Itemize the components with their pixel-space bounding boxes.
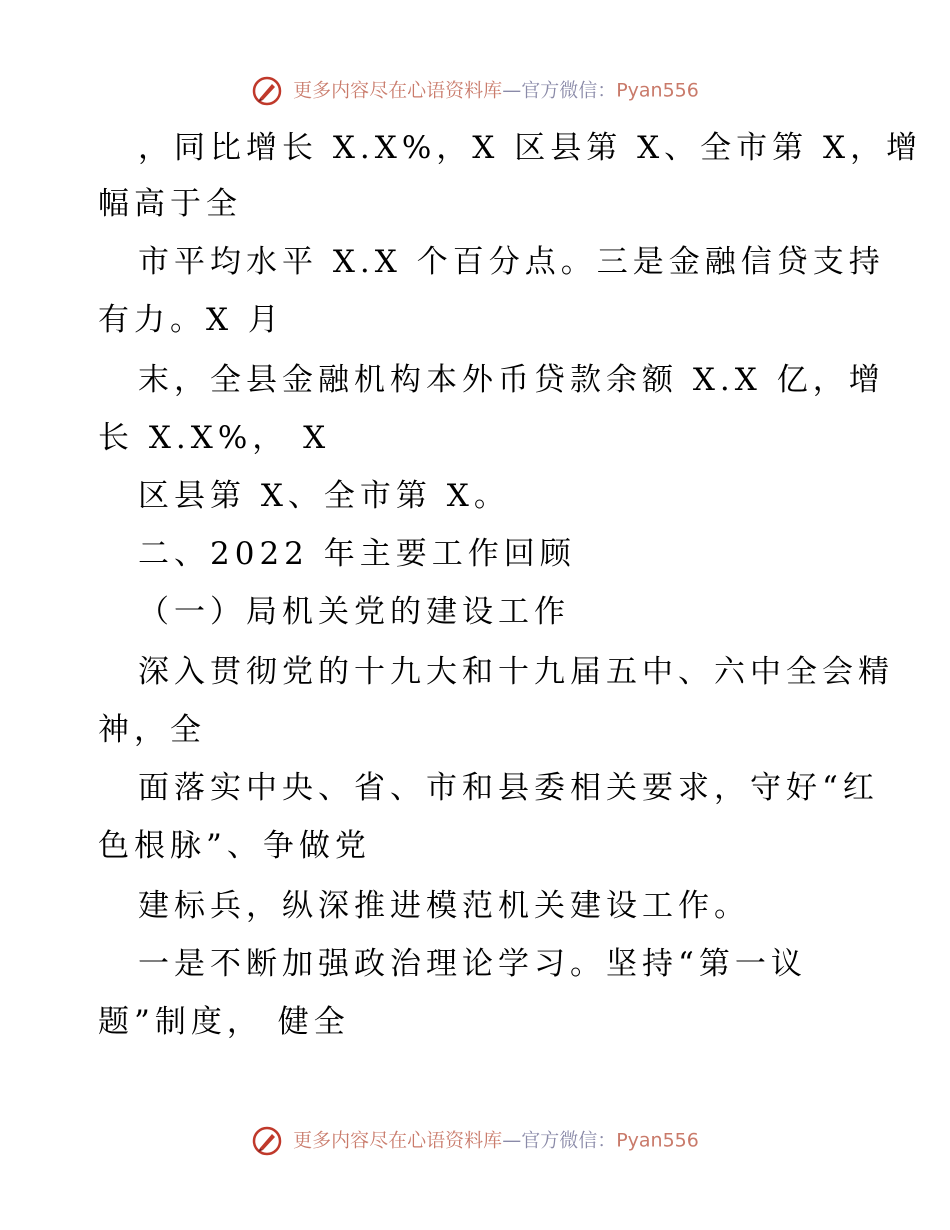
paragraph-line: 面落实中央、省、市和县委相关要求，守好“红	[138, 770, 879, 806]
paragraph-line: 市平均水平 X.X 个百分点。三是金融信贷支持	[138, 244, 885, 280]
paragraph-line: 幅高于全	[98, 186, 242, 222]
watermark-site-text: 更多内容尽在心语资料库	[293, 1129, 503, 1152]
subsection-heading: （一）局机关党的建设工作	[138, 594, 570, 630]
watermark-separator: —	[502, 1129, 522, 1152]
watermark-site-text: 更多内容尽在心语资料库	[293, 79, 503, 102]
paragraph-line: 一是不断加强政治理论学习。坚持“第一议	[138, 946, 807, 982]
paragraph-line: 有力。X 月	[98, 302, 284, 338]
watermark-separator: —	[502, 79, 522, 102]
section-heading: 二、2022 年主要工作回顾	[138, 536, 576, 572]
paragraph-line: 建标兵，纵深推进模范机关建设工作。	[138, 888, 750, 924]
paragraph-line: ，同比增长 X.X%，X 区县第 X、全市第 X，增	[138, 130, 923, 166]
watermark-footer	[0, 1122, 950, 1158]
pen-logo-icon	[251, 75, 283, 107]
paragraph-line: 区县第 X、全市第 X。	[138, 478, 510, 514]
paragraph-line: 长 X.X%， X	[98, 420, 331, 456]
paragraph-line: 题”制度， 健全	[98, 1004, 350, 1040]
watermark-header	[0, 72, 950, 108]
pen-logo-icon	[251, 1125, 283, 1157]
watermark-wechat-label: 官方微信：	[521, 79, 617, 102]
watermark-wechat-id: Pyan556	[616, 1129, 699, 1152]
paragraph-line: 末，全县金融机构本外币贷款余额 X.X 亿，增	[138, 362, 885, 398]
watermark-wechat-label: 官方微信：	[521, 1129, 617, 1152]
paragraph-line: 深入贯彻党的十九大和十九届五中、六中全会精	[138, 654, 894, 690]
paragraph-line: 神，全	[98, 712, 206, 748]
watermark-wechat-id: Pyan556	[616, 79, 699, 102]
paragraph-line: 色根脉”、争做党	[98, 828, 371, 864]
